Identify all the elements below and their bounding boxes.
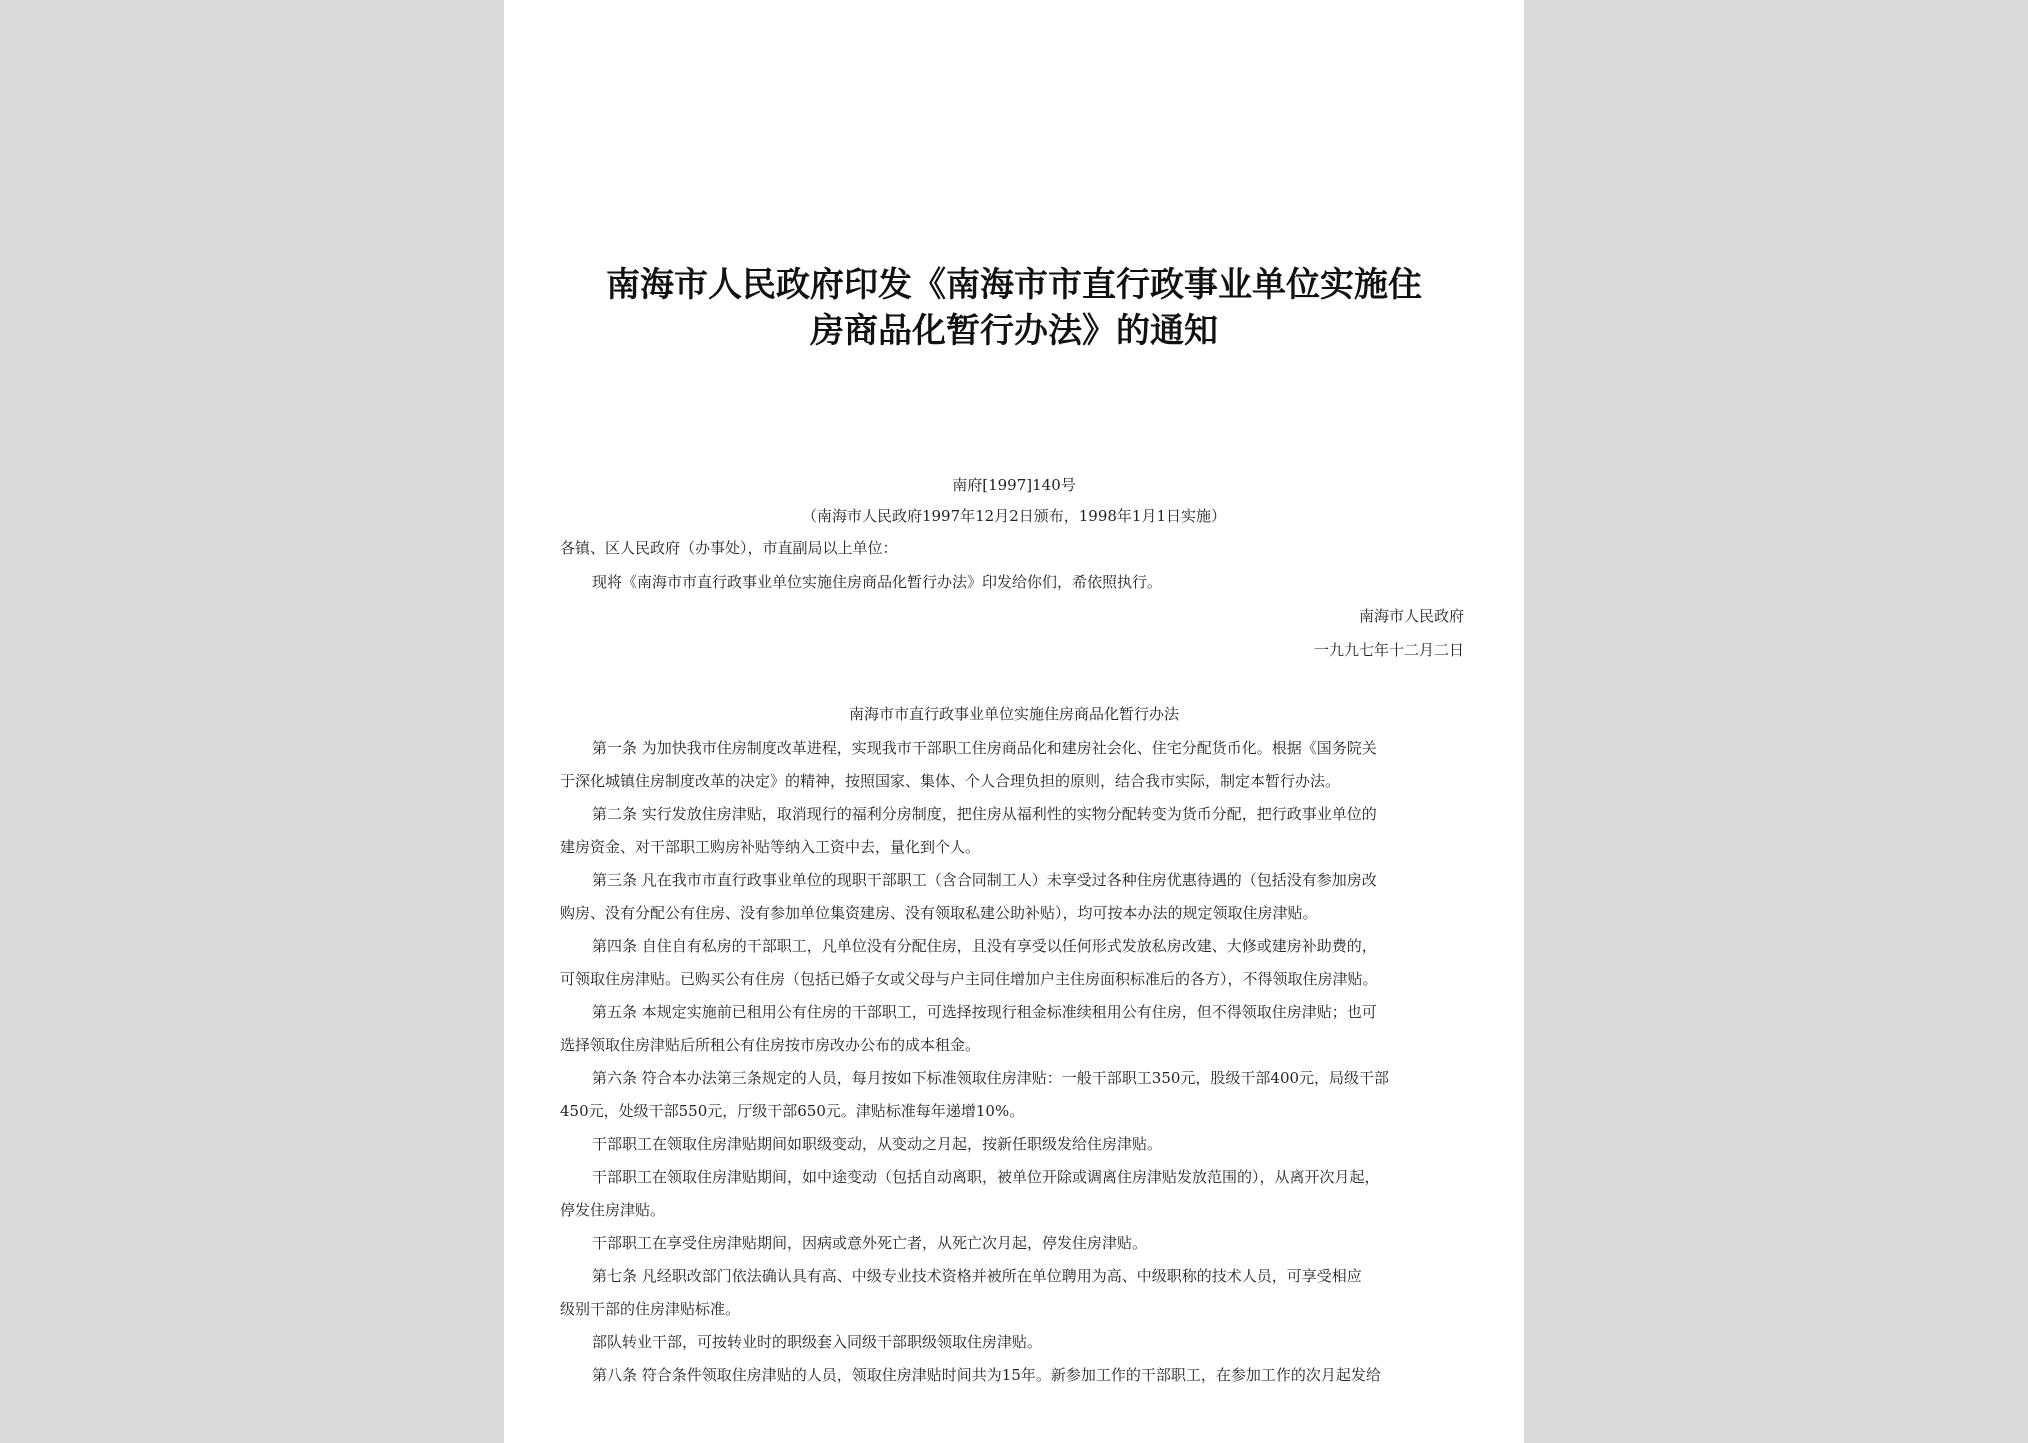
regulation-title: 南海市市直行政事业单位实施住房商品化暂行办法 xyxy=(848,705,1179,723)
body-line: 选择领取住房津贴后所租公有住房按市房改办公布的成本租金。 xyxy=(560,1036,981,1054)
body-line: 干部职工在享受住房津贴期间，因病或意外死亡者，从死亡次月起，停发住房津贴。 xyxy=(592,1234,1148,1252)
body-line: 于深化城镇住房制度改革的决定》的精神，按照国家、集体、个人合理负担的原则，结合我市实际，制定本暂行办法。 xyxy=(560,772,1341,790)
body-line: 部队转业干部，可按转业时的职级套入同级干部职级领取住房津贴。 xyxy=(592,1333,1043,1351)
issue-note: （南海市人民政府1997年12月2日颁布，1998年1月1日实施） xyxy=(801,507,1227,525)
body-line: 第四条 自住自有私房的干部职工，凡单位没有分配住房，且没有享受以任何形式发放私房改建、大修或建房补助费的， xyxy=(592,937,1377,955)
body-line: 干部职工在领取住房津贴期间，如中途变动（包括自动离职，被单位开除或调离住房津贴发放范围的），从离开次月起， xyxy=(592,1168,1380,1186)
issuer-signature: 南海市人民政府 xyxy=(1358,607,1464,625)
body-line: 可领取住房津贴。已购买公有住房（包括已婚子女或父母与户主同住增加户主住房面积标准后的各方），不得领取住房津贴。 xyxy=(560,970,1378,988)
body-line: 建房资金、对干部职工购房补贴等纳入工资中去，量化到个人。 xyxy=(560,838,981,856)
body-line: 450元，处级干部550元，厅级干部650元。津贴标准每年递增10%。 xyxy=(560,1102,1025,1120)
body-line: 购房、没有分配公有住房、没有参加单位集资建房、没有领取私建公助补贴），均可按本办法的规定领取住房津贴。 xyxy=(560,904,1318,922)
document-number: 南府[1997]140号 xyxy=(952,476,1076,494)
body-line: 停发住房津贴。 xyxy=(560,1201,666,1219)
title-line-1: 南海市人民政府印发《南海市市直行政事业单位实施住 xyxy=(606,265,1422,305)
body-line: 第三条 凡在我市市直行政事业单位的现职干部职工（含合同制工人）未享受过各种住房优惠待遇的（包括没有参加房改 xyxy=(592,871,1377,889)
body-line: 第八条 符合条件领取住房津贴的人员，领取住房津贴时间共为15年。新参加工作的干部职工，在参加工作的次月起发给 xyxy=(592,1366,1381,1384)
document-title xyxy=(564,262,1464,354)
document-page xyxy=(504,0,1524,1443)
intro-paragraph: 现将《南海市市直行政事业单位实施住房商品化暂行办法》印发给你们，希依照执行。 xyxy=(592,573,1163,591)
body-line: 第七条 凡经职改部门依法确认具有高、中级专业技术资格并被所在单位聘用为高、中级职称的技术人员，可享受相应 xyxy=(592,1267,1362,1285)
body-line: 第一条 为加快我市住房制度改革进程，实现我市干部职工住房商品化和建房社会化、住宅分配货币化。根据《国务院关 xyxy=(592,739,1377,757)
body-line: 第二条 实行发放住房津贴，取消现行的福利分房制度，把住房从福利性的实物分配转变为货币分配，把行政事业单位的 xyxy=(592,805,1377,823)
body-line: 干部职工在领取住房津贴期间如职级变动，从变动之月起，按新任职级发给住房津贴。 xyxy=(592,1135,1163,1153)
body-line: 第五条 本规定实施前已租用公有住房的干部职工，可选择按现行租金标准续租用公有住房，但不得领取住房津贴；也可 xyxy=(592,1003,1377,1021)
issue-date: 一九九七年十二月二日 xyxy=(1313,641,1464,659)
body-line: 第六条 符合本办法第三条规定的人员，每月按如下标准领取住房津贴：一般干部职工350元，股级干部400元，局级干部 xyxy=(592,1069,1390,1087)
body-line: 级别干部的住房津贴标准。 xyxy=(560,1300,741,1318)
addressee: 各镇、区人民政府（办事处），市直副局以上单位： xyxy=(560,539,898,557)
title-line-2: 房商品化暂行办法》的通知 xyxy=(810,311,1218,351)
